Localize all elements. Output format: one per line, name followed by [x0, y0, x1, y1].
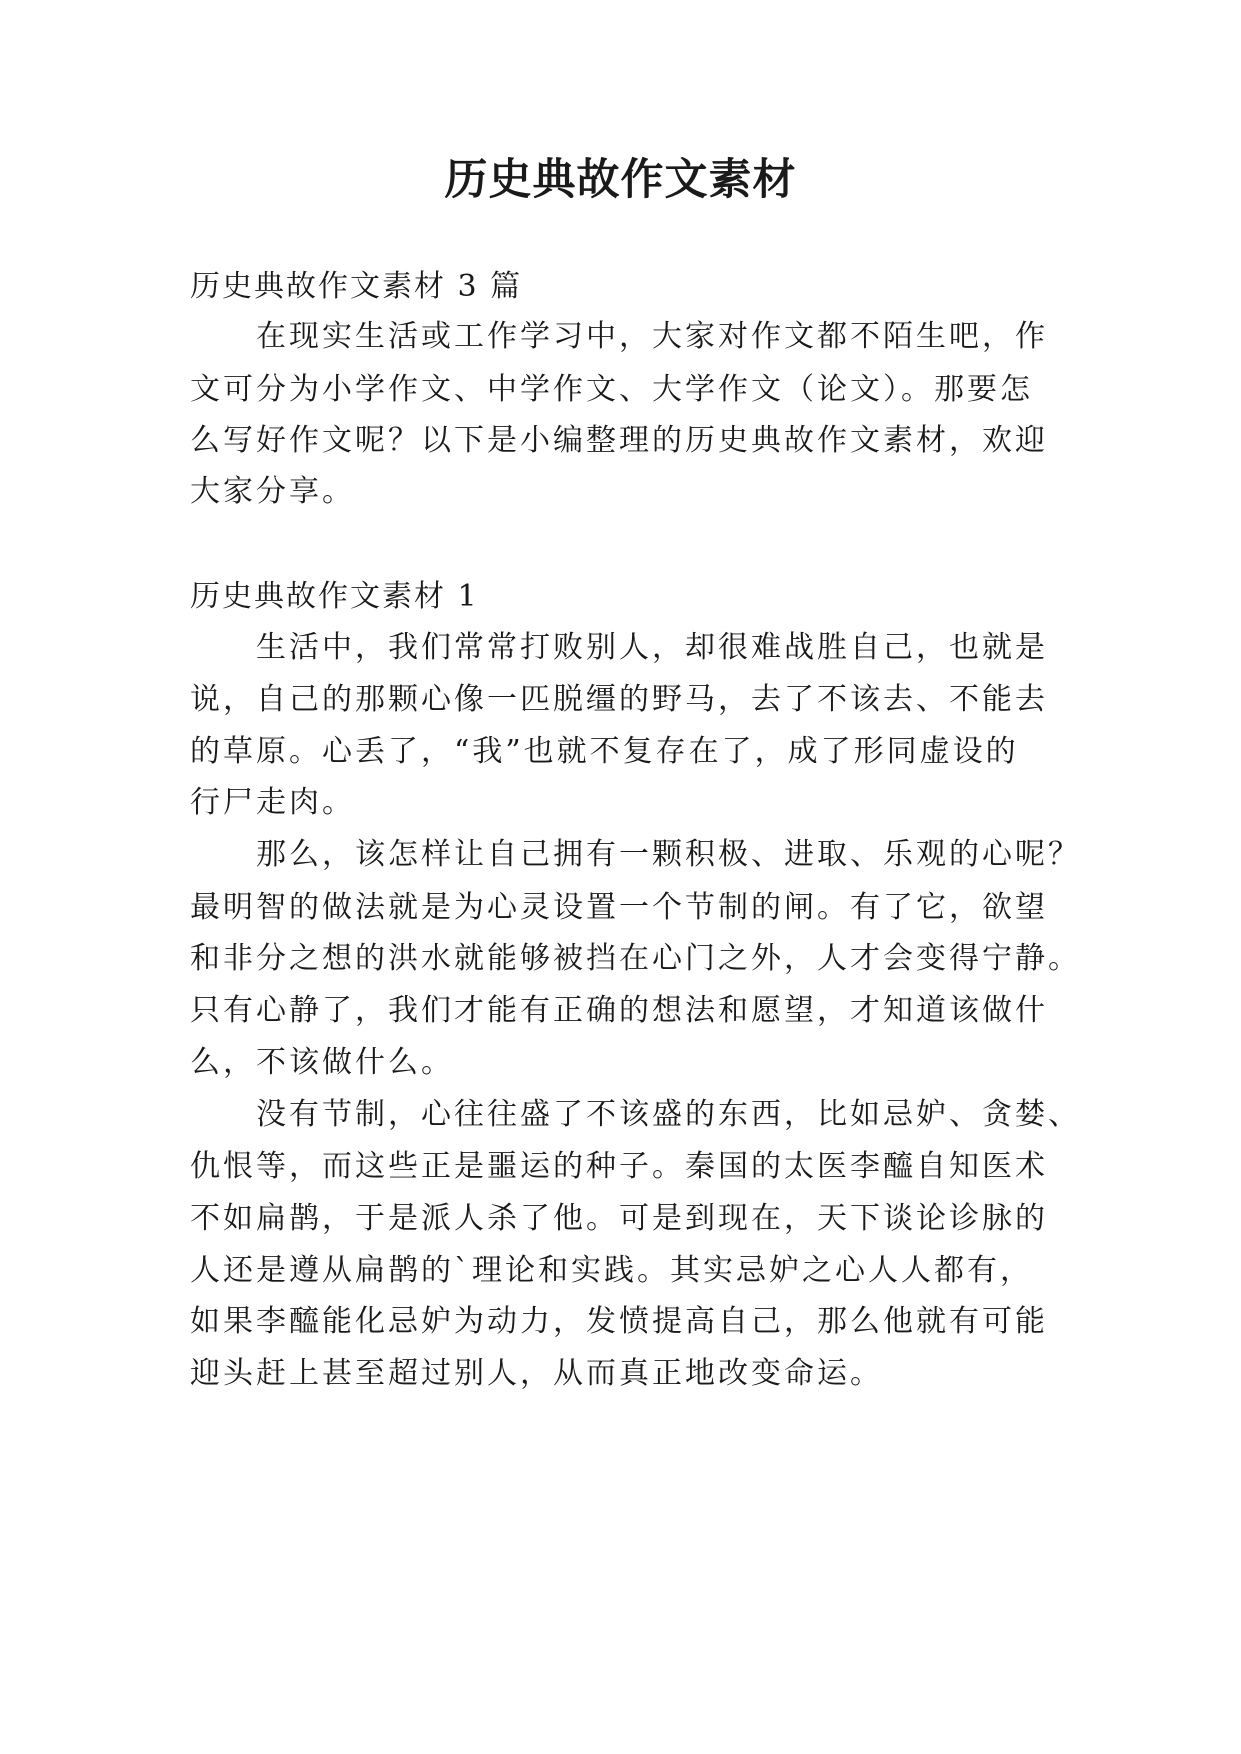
section1-paragraph1-line-3: 的草原。心丢了，“我”也就不复存在了，成了形同虚设的: [190, 734, 1019, 769]
intro-line-2: 文可分为小学作文、中学作文、大学作文（论文）。那要怎: [190, 372, 1033, 407]
section1-heading: 历史典故作文素材 1: [190, 579, 479, 614]
section1-paragraph1-line-2: 说，自己的那颗心像一匹脱缰的野马，去了不该去、不能去: [190, 682, 1048, 717]
intro-line-4: 大家分享。: [190, 474, 355, 509]
section1-paragraph3-line-3: 不如扁鹊，于是派人杀了他。可是到现在，天下谈论诊脉的: [190, 1201, 1048, 1236]
section1-paragraph1-line-1: 生活中，我们常常打败别人，却很难战胜自己，也就是: [256, 630, 1048, 665]
section1-paragraph2-line-1: 那么，该怎样让自己拥有一颗积极、进取、乐观的心呢？: [256, 837, 1081, 872]
section1-paragraph2-line-4: 只有心静了，我们才能有正确的想法和愿望，才知道该做什: [190, 993, 1048, 1028]
section1-paragraph1-line-4: 行尸走肉。: [190, 785, 355, 820]
section1-paragraph2-line-3: 和非分之想的洪水就能够被挡在心门之外，人才会变得宁静。: [190, 941, 1081, 976]
document-subtitle: 历史典故作文素材 3 篇: [190, 269, 523, 304]
section1-paragraph3-line-5: 如果李醯能化忌妒为动力，发愤提高自己，那么他就有可能: [190, 1304, 1048, 1339]
intro-line-3: 么写好作文呢？以下是小编整理的历史典故作文素材，欢迎: [190, 423, 1048, 458]
section1-paragraph2-line-2: 最明智的做法就是为心灵设置一个节制的闸。有了它，欲望: [190, 890, 1048, 925]
section1-paragraph3-line-1: 没有节制，心往往盛了不该盛的东西，比如忌妒、贪婪、: [256, 1097, 1081, 1132]
section1-paragraph3-line-4: 人还是遵从扁鹊的`理论和实践。其实忌妒之心人人都有，: [190, 1253, 1033, 1288]
document-title: 历史典故作文素材: [444, 155, 797, 205]
intro-line-1: 在现实生活或工作学习中，大家对作文都不陌生吧，作: [256, 319, 1048, 354]
section1-paragraph2-line-5: 么，不该做什么。: [190, 1045, 454, 1080]
section1-paragraph3-line-2: 仇恨等，而这些正是噩运的种子。秦国的太医李醯自知医术: [190, 1149, 1048, 1184]
section1-paragraph3-line-6: 迎头赶上甚至超过别人，从而真正地改变命运。: [190, 1356, 883, 1391]
